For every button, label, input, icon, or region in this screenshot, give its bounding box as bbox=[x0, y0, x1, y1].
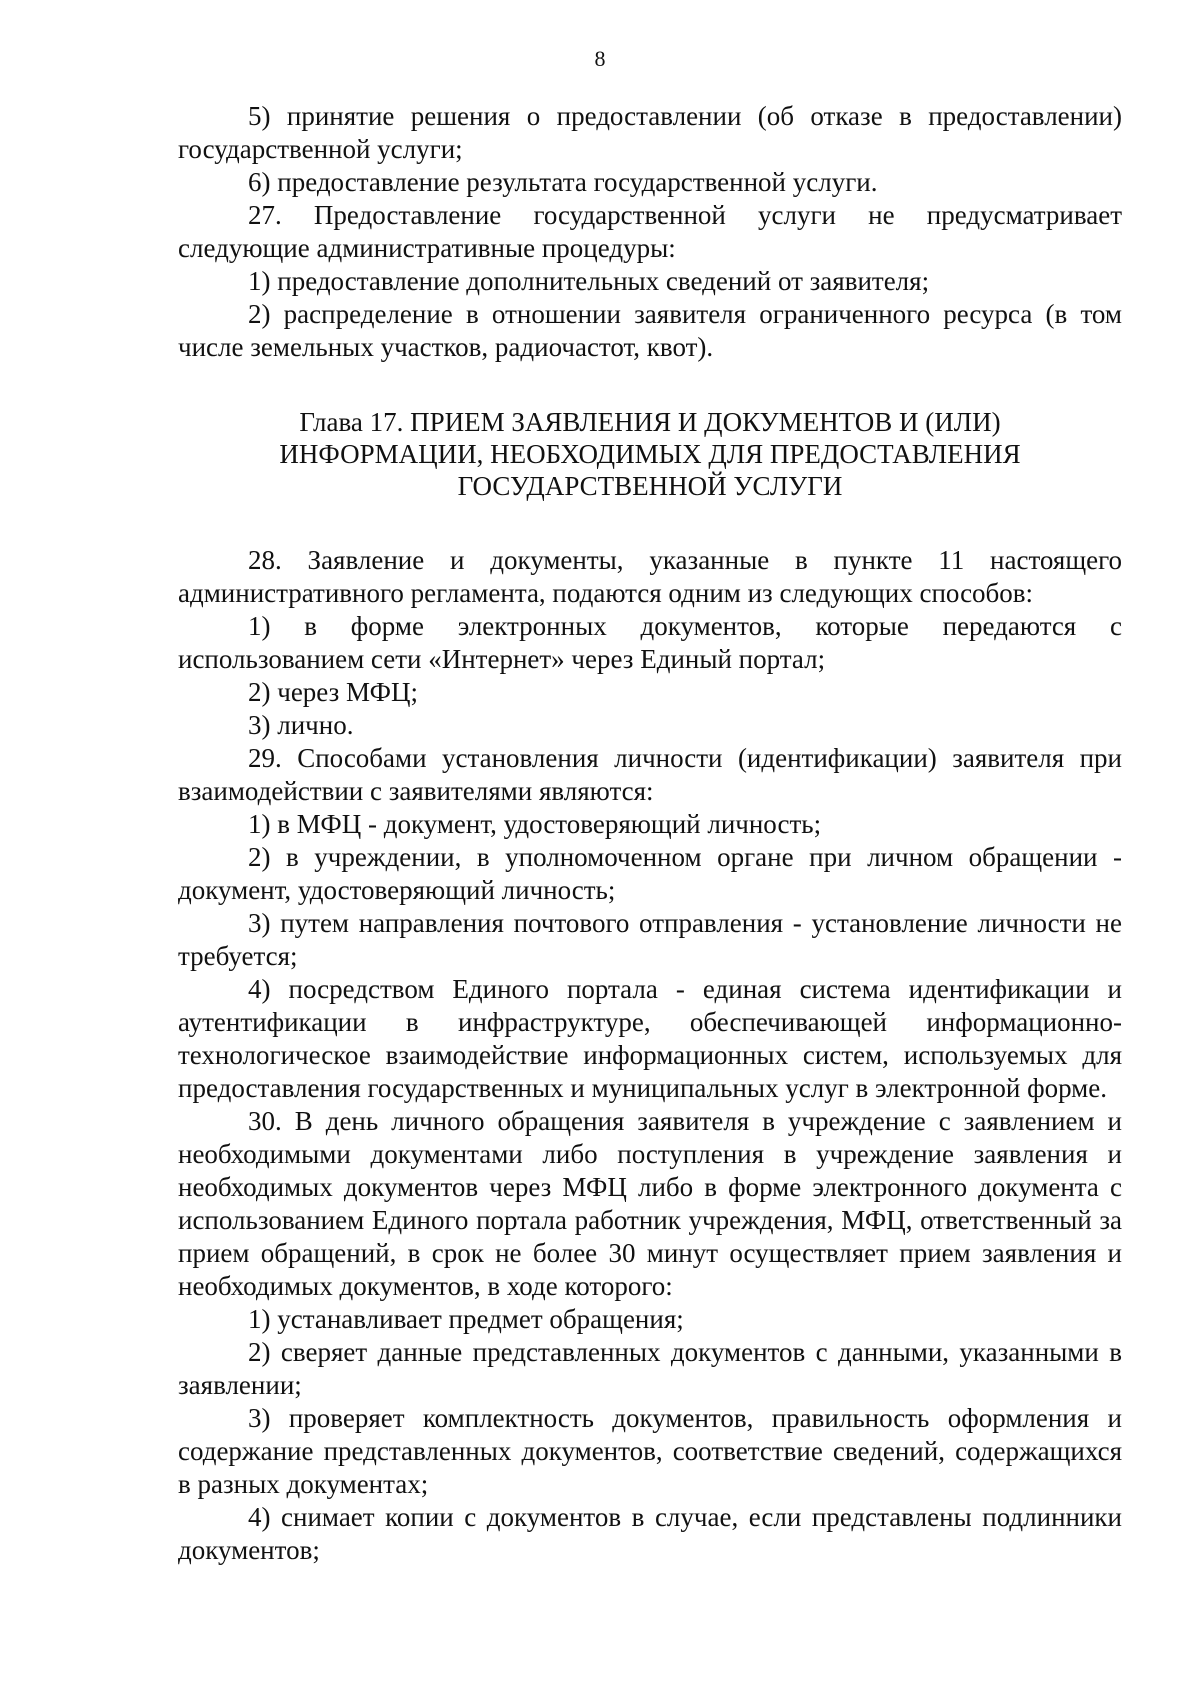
paragraph: 2) в учреждении, в уполномоченном органе при личном обращении - документ, удостоверяющий личность; bbox=[178, 842, 1122, 905]
paragraph: 29. Способами установления личности (идентификации) заявителя при взаимодействии с заявителями являются: bbox=[178, 743, 1122, 806]
paragraph: 3) лично. bbox=[248, 710, 354, 740]
chapter-title-line: ГОСУДАРСТВЕННОЙ УСЛУГИ bbox=[457, 471, 843, 501]
chapter-title bbox=[178, 406, 1122, 502]
paragraph: 27. Предоставление государственной услуги не предусматривает следующие административные процедуры: bbox=[178, 200, 1122, 263]
paragraph: 2) через МФЦ; bbox=[248, 677, 419, 707]
paragraph: 3) проверяет комплектность документов, правильность оформления и содержание представленных документов, соответствие сведений, содержащихся в разных документах; bbox=[178, 1403, 1122, 1499]
paragraph: 1) предоставление дополнительных сведений от заявителя; bbox=[248, 266, 930, 296]
document-body bbox=[178, 100, 1122, 1567]
paragraph: 1) в форме электронных документов, которые передаются с использованием сети «Интернет» через Единый портал; bbox=[178, 611, 1122, 674]
paragraph: 3) путем направления почтового отправления - установление личности не требуется; bbox=[178, 908, 1122, 971]
paragraph: 2) сверяет данные представленных документов с данными, указанными в заявлении; bbox=[178, 1337, 1122, 1400]
chapter-title-line: ИНФОРМАЦИИ, НЕОБХОДИМЫХ ДЛЯ ПРЕДОСТАВЛЕНИЯ bbox=[279, 439, 1021, 469]
paragraph: 4) посредством Единого портала - единая система идентификации и аутентификации в инфраструктуре, обеспечивающей информационно-технологическое взаимодействие информационных систем, используемых для предоставления государственных и муниципальных услуг в электронной форме. bbox=[178, 974, 1122, 1103]
paragraph: 6) предоставление результата государственной услуги. bbox=[248, 167, 878, 197]
paragraph: 30. В день личного обращения заявителя в учреждение с заявлением и необходимыми документами либо поступления в учреждение заявления и необходимых документов через МФЦ либо в форме электронного документа с использованием Единого портала работник учреждения, МФЦ, ответственный за прием обращений, в срок не более 30 минут осуществляет прием заявления и необходимых документов, в ходе которого: bbox=[178, 1106, 1122, 1301]
paragraph: 5) принятие решения о предоставлении (об отказе в предоставлении) государственной услуги; bbox=[178, 101, 1122, 164]
chapter-title-line: Глава 17. ПРИЕМ ЗАЯВЛЕНИЯ И ДОКУМЕНТОВ И (ИЛИ) bbox=[299, 407, 1001, 437]
paragraph: 28. Заявление и документы, указанные в пункте 11 настоящего административного регламента, подаются одним из следующих способов: bbox=[178, 545, 1122, 608]
paragraph: 4) снимает копии с документов в случае, если представлены подлинники документов; bbox=[178, 1502, 1122, 1565]
paragraph: 1) в МФЦ - документ, удостоверяющий личность; bbox=[248, 809, 822, 839]
paragraph: 1) устанавливает предмет обращения; bbox=[248, 1304, 684, 1334]
paragraph: 2) распределение в отношении заявителя ограниченного ресурса (в том числе земельных участков, радиочастот, квот). bbox=[178, 299, 1122, 362]
page-number: 8 bbox=[594, 46, 606, 71]
